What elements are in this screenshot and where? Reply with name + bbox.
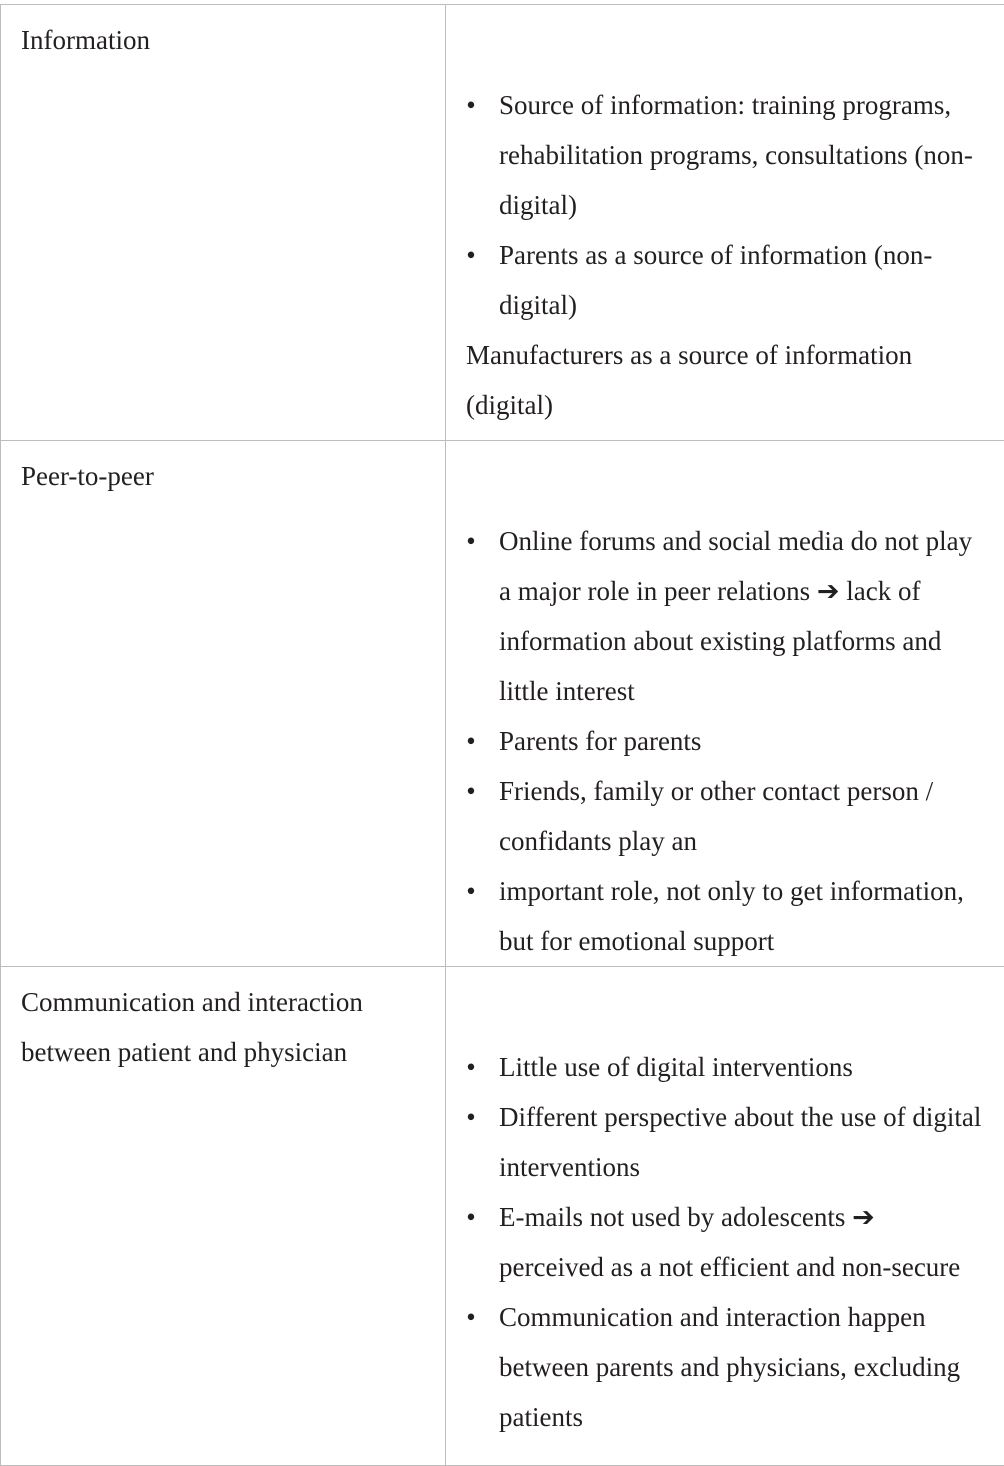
bullet-icon: • [466, 1092, 476, 1142]
list-item-text: Little use of digital interventions [499, 1052, 853, 1082]
bullet-icon: • [466, 230, 476, 280]
bullet-icon: • [466, 1042, 476, 1092]
list-item [466, 516, 984, 716]
findings-cell [446, 967, 1004, 1466]
list-item [466, 1042, 984, 1092]
list-item [466, 1292, 984, 1442]
list-item-text: important role, not only to get information, but for emotional support [499, 876, 964, 956]
list-item [466, 766, 984, 866]
bullet-list [466, 516, 984, 966]
list-item-text: Different perspective about the use of digital interventions [499, 1102, 981, 1182]
list-item-text: E-mails not used by adolescents ➔ perceived as a not efficient and non-secure [499, 1202, 960, 1282]
findings-table [0, 4, 1004, 1466]
list-item-text: Source of information: training programs, rehabilitation programs, consultations (non-digital) [499, 90, 973, 220]
list-item [466, 1092, 984, 1192]
list-item-text: Communication and interaction happen between parents and physicians, excluding patients [499, 1302, 960, 1432]
table-row [1, 967, 1004, 1466]
list-item [466, 716, 984, 766]
bullet-list [466, 1042, 984, 1442]
list-item [466, 80, 984, 230]
list-item [466, 230, 984, 330]
bullet-icon: • [466, 766, 476, 816]
findings-cell [446, 5, 1004, 441]
list-item-text: Parents for parents [499, 726, 701, 756]
plain-finding-text: Manufacturers as a source of information (digital) [466, 330, 984, 430]
list-item-text: Friends, family or other contact person / confidants play an [499, 776, 933, 856]
theme-cell: Peer-to-peer [1, 441, 446, 967]
list-item [466, 866, 984, 966]
findings-cell [446, 441, 1004, 967]
bullet-icon: • [466, 516, 476, 566]
list-item [466, 1192, 984, 1292]
theme-cell: Information [1, 5, 446, 441]
bullet-icon: • [466, 80, 476, 130]
table-row [1, 441, 1004, 967]
table-row [1, 5, 1004, 441]
list-item-text: Parents as a source of information (non-digital) [499, 240, 932, 320]
bullet-icon: • [466, 716, 476, 766]
bullet-icon: • [466, 1192, 476, 1242]
list-item-text: Online forums and social media do not play a major role in peer relations ➔ lack of information about existing platforms and little interest [499, 526, 972, 706]
bullet-icon: • [466, 866, 476, 916]
bullet-list [466, 80, 984, 330]
bullet-icon: • [466, 1292, 476, 1342]
theme-cell: Communication and interaction between patient and physician [1, 967, 446, 1466]
